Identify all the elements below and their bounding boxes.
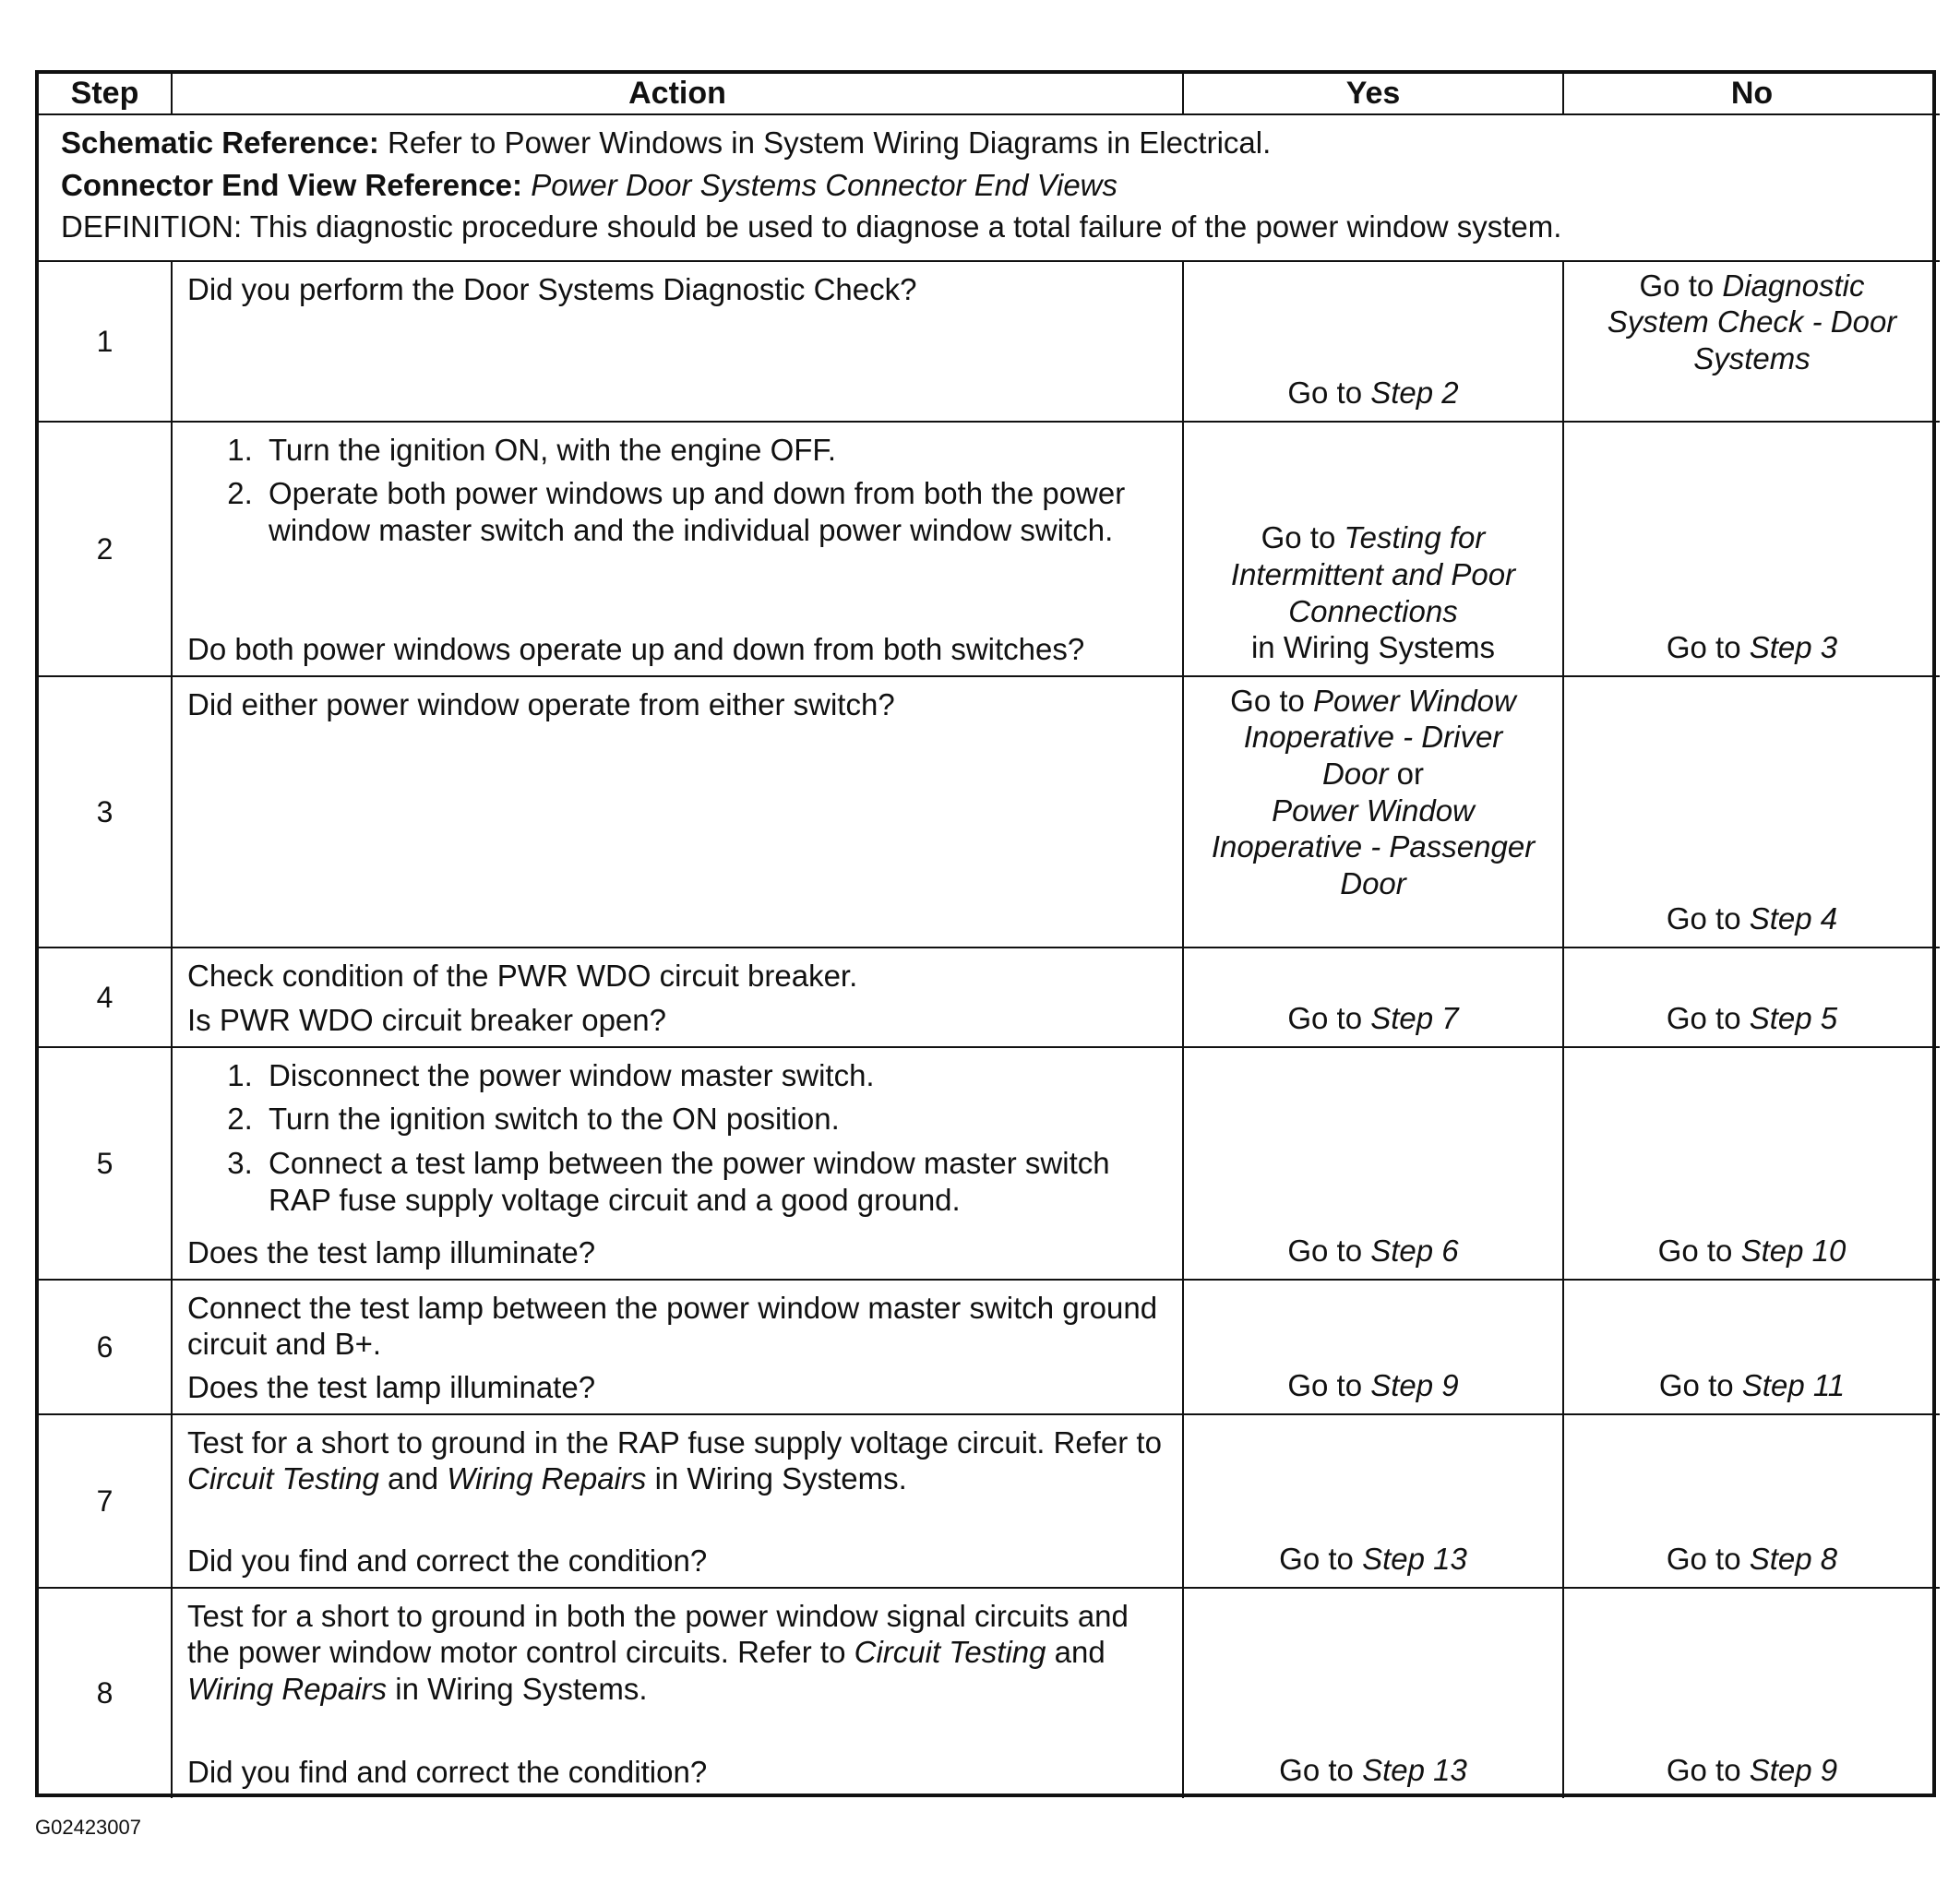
action-question: Did you find and correct the condition? xyxy=(187,1543,708,1579)
action-question: Do both power windows operate up and down from both switches? xyxy=(187,632,1085,667)
step-number: 3 xyxy=(39,676,172,948)
list-item: 1. Disconnect the power window master switch. xyxy=(261,1057,1169,1094)
step-row-6 xyxy=(39,1280,1940,1414)
no-cell: Go to Step 10 xyxy=(1563,1047,1940,1280)
step-number: 5 xyxy=(39,1047,172,1280)
yes-cell: Go to Testing for Intermittent and Poor Connections in Wiring Systems xyxy=(1183,422,1563,676)
action-cell xyxy=(172,422,1183,676)
header-step: Step xyxy=(39,74,172,114)
action-question: Is PWR WDO circuit breaker open? xyxy=(187,1003,666,1038)
circuit-testing-link[interactable]: Circuit Testing xyxy=(187,1461,379,1496)
header-action: Action xyxy=(172,74,1183,114)
yes-cell: Go to Step 9 xyxy=(1183,1280,1563,1414)
action-question: Did you perform the Door Systems Diagnostic Check? xyxy=(187,271,917,306)
reference-cell xyxy=(39,114,1940,261)
yes-cell: Go to Step 13 xyxy=(1183,1414,1563,1588)
step-row-8 xyxy=(39,1588,1940,1798)
wiring-repairs-link[interactable]: Wiring Repairs xyxy=(187,1671,388,1706)
reference-row xyxy=(39,114,1940,261)
connector-reference: Connector End View Reference: Power Door Systems Connector End Views xyxy=(61,167,1118,202)
action-text: Connect the test lamp between the power window master switch ground circuit and B+. xyxy=(187,1290,1158,1362)
action-text: Test for a short to ground in the RAP fuse supply voltage circuit. Refer to Circuit Testing and Wiring Repairs in Wiring Systems. xyxy=(187,1424,1162,1496)
no-cell: Go to Diagnostic System Check - Door Systems xyxy=(1563,261,1940,422)
action-question: Does the test lamp illuminate? xyxy=(187,1370,596,1405)
list-item: 2. Operate both power windows up and down from both the power window master switch and the individual power window switch. xyxy=(261,475,1169,548)
no-cell: Go to Step 9 xyxy=(1563,1588,1940,1798)
no-cell: Go to Step 3 xyxy=(1563,422,1940,676)
diagnostic-table-frame xyxy=(35,70,1936,1797)
step-number: 2 xyxy=(39,422,172,676)
circuit-testing-link[interactable]: Circuit Testing xyxy=(854,1635,1046,1670)
action-question: Does the test lamp illuminate? xyxy=(187,1235,596,1270)
yes-cell: Go to Step 6 xyxy=(1183,1047,1563,1280)
action-cell xyxy=(172,1280,1183,1414)
step-number: 8 xyxy=(39,1588,172,1798)
step-row-3 xyxy=(39,676,1940,948)
step-row-4 xyxy=(39,948,1940,1047)
diagnostic-table xyxy=(39,74,1940,1798)
action-cell xyxy=(172,261,1183,422)
no-cell: Go to Step 11 xyxy=(1563,1280,1940,1414)
action-list xyxy=(187,1057,1169,1225)
step-number: 1 xyxy=(39,261,172,422)
list-item: 1. Turn the ignition ON, with the engine OFF. xyxy=(261,432,1169,469)
step-row-1 xyxy=(39,261,1940,422)
action-question: Did you find and correct the condition? xyxy=(187,1755,708,1790)
figure-id: G02423007 xyxy=(35,1816,141,1839)
header-yes: Yes xyxy=(1183,74,1563,114)
step-row-7 xyxy=(39,1414,1940,1588)
step-row-2 xyxy=(39,422,1940,676)
yes-cell: Go to Step 13 xyxy=(1183,1588,1563,1798)
action-cell xyxy=(172,676,1183,948)
schematic-reference: Schematic Reference: Refer to Power Windows in System Wiring Diagrams in Electrical. xyxy=(61,125,1272,160)
wiring-repairs-link[interactable]: Wiring Repairs xyxy=(447,1461,647,1496)
step-number: 6 xyxy=(39,1280,172,1414)
yes-cell: Go to Power Window Inoperative - Driver Door or Power Window Inoperative - Passenger Door xyxy=(1183,676,1563,948)
no-cell: Go to Step 8 xyxy=(1563,1414,1940,1588)
definition-text: DEFINITION: This diagnostic procedure should be used to diagnose a total failure of the power window system. xyxy=(61,209,1562,244)
no-cell: Go to Step 5 xyxy=(1563,948,1940,1047)
header-no: No xyxy=(1563,74,1940,114)
no-cell: Go to Step 4 xyxy=(1563,676,1940,948)
header-row xyxy=(39,74,1940,114)
yes-cell: Go to Step 2 xyxy=(1183,261,1563,422)
action-question: Did either power window operate from either switch? xyxy=(187,686,895,721)
action-cell xyxy=(172,1047,1183,1280)
action-text: Check condition of the PWR WDO circuit breaker. xyxy=(187,958,858,993)
list-item: 2. Turn the ignition switch to the ON position. xyxy=(261,1101,1169,1138)
step-number: 4 xyxy=(39,948,172,1047)
action-cell xyxy=(172,1588,1183,1798)
yes-cell: Go to Step 7 xyxy=(1183,948,1563,1047)
list-item: 3. Connect a test lamp between the power window master switch RAP fuse supply voltage circuit and a good ground. xyxy=(261,1145,1169,1218)
action-cell xyxy=(172,948,1183,1047)
action-list xyxy=(187,432,1169,556)
step-row-5 xyxy=(39,1047,1940,1280)
step-number: 7 xyxy=(39,1414,172,1588)
action-cell xyxy=(172,1414,1183,1588)
action-text: Test for a short to ground in both the power window signal circuits and the power window motor control circuits. Refer to Circuit Testing and Wiring Repairs in Wiring Systems. xyxy=(187,1598,1129,1706)
